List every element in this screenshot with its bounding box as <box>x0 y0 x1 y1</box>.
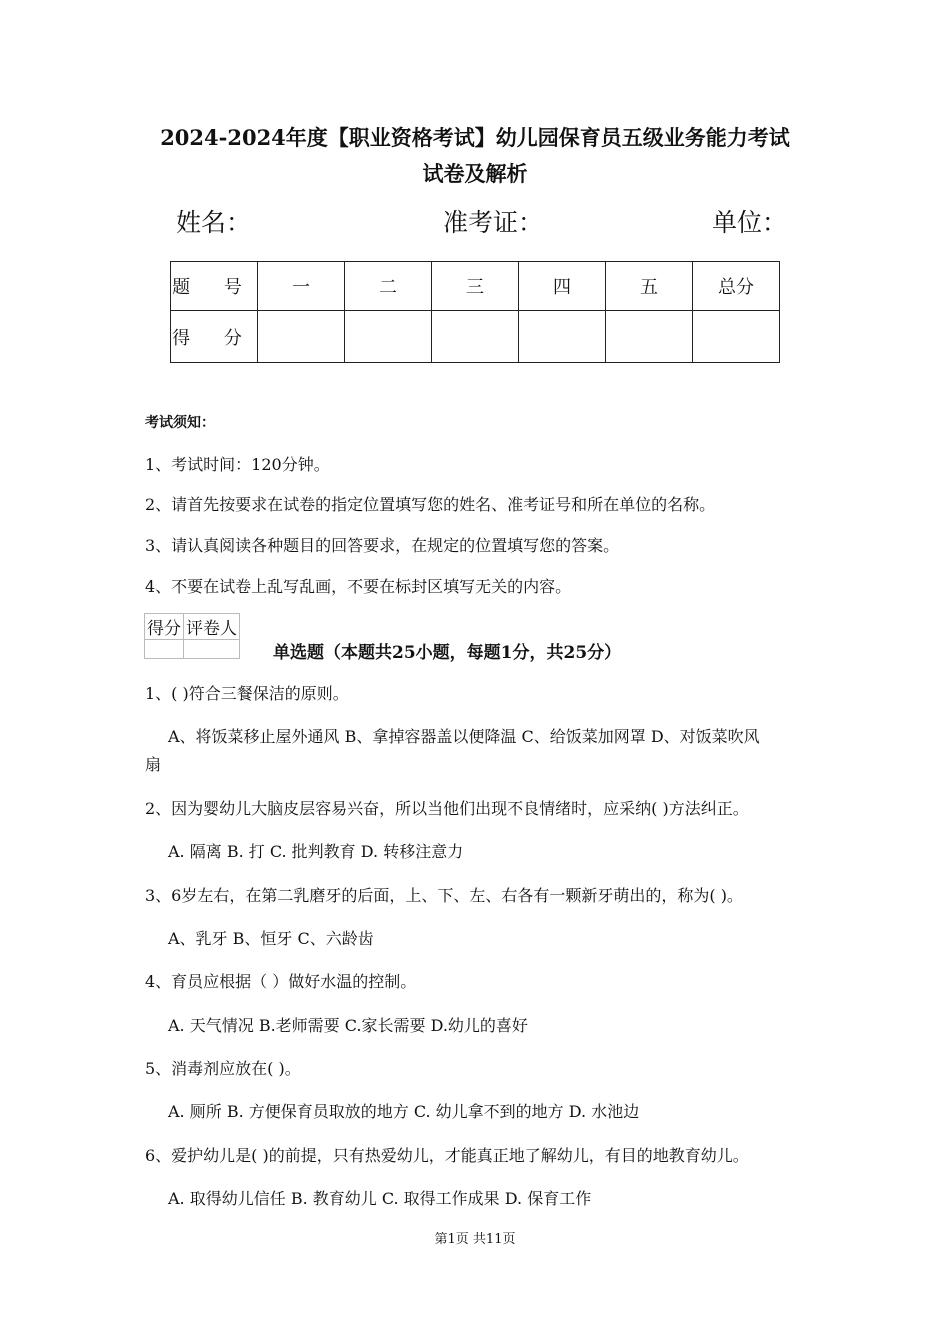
ticket-label: 准考证： <box>443 208 544 237</box>
question-options: A. 隔离 B. 打 C. 批判教育 D. 转移注意力 <box>168 842 464 861</box>
notice-item: 3、请认真阅读各种题目的回答要求，在规定的位置填写您的答案。 <box>145 536 620 555</box>
notice-item: 4、不要在试卷上乱写乱画，不要在标封区填写无关的内容。 <box>145 577 572 596</box>
notice-item: 2、请首先按要求在试卷的指定位置填写您的姓名、准考证号和所在单位的名称。 <box>145 495 716 514</box>
grader-box <box>144 613 240 659</box>
score-header-cell: 二 <box>345 262 432 311</box>
notice-title: 考试须知： <box>145 415 215 431</box>
question-options: A. 厕所 B. 方便保育员取放的地方 C. 幼儿拿不到的地方 D. 水池边 <box>168 1102 640 1121</box>
score-table-score-row <box>171 311 780 363</box>
score-header-cell: 五 <box>606 262 693 311</box>
grader-score-label: 得分 <box>145 614 184 640</box>
question-stem: 6、爱护幼儿是( )的前提，只有热爱幼儿，才能真正地了解幼儿，有目的地教育幼儿。 <box>145 1146 749 1165</box>
score-input-cell[interactable] <box>606 311 693 363</box>
score-header-cell: 题 号 <box>171 262 258 311</box>
question-options-wrap: 扇 <box>145 755 162 774</box>
score-row-label: 得 分 <box>171 311 258 363</box>
score-header-cell: 一 <box>258 262 345 311</box>
notice-item: 1、考试时间：120分钟。 <box>145 455 330 474</box>
score-input-cell[interactable] <box>693 311 780 363</box>
question-options: A、乳牙 B、恒牙 C、六龄齿 <box>168 929 374 948</box>
question-options: A. 天气情况 B.老师需要 C.家长需要 D.幼儿的喜好 <box>168 1016 528 1035</box>
score-header-cell: 三 <box>432 262 519 311</box>
grader-reviewer-cell[interactable] <box>184 640 240 659</box>
grader-reviewer-label: 评卷人 <box>184 614 240 640</box>
question-stem: 2、因为婴幼儿大脑皮层容易兴奋，所以当他们出现不良情绪时，应采纳( )方法纠正。 <box>145 799 749 818</box>
score-input-cell[interactable] <box>345 311 432 363</box>
question-stem: 4、育员应根据（ ）做好水温的控制。 <box>145 972 417 991</box>
score-table-header-row <box>171 262 780 311</box>
score-input-cell[interactable] <box>432 311 519 363</box>
unit-label: 单位： <box>712 208 788 237</box>
section-heading: 单选题（本题共25小题，每题1分，共25分） <box>273 643 622 663</box>
exam-title: 2024-2024年度【职业资格考试】幼儿园保育员五级业务能力考试 <box>160 125 790 150</box>
question-stem: 1、( )符合三餐保洁的原则。 <box>145 684 349 703</box>
name-label: 姓名： <box>176 208 252 237</box>
score-header-cell: 总分 <box>693 262 780 311</box>
score-table <box>170 261 780 363</box>
question-options: A、将饭菜移止屋外通风 B、拿掉容器盖以便降温 C、给饭菜加网罩 D、对饭菜吹风 <box>168 727 760 746</box>
score-input-cell[interactable] <box>258 311 345 363</box>
question-options: A. 取得幼儿信任 B. 教育幼儿 C. 取得工作成果 D. 保育工作 <box>168 1189 592 1208</box>
page-footer: 第1页 共11页 <box>434 1232 516 1247</box>
question-stem: 5、消毒剂应放在( )。 <box>145 1059 301 1078</box>
score-input-cell[interactable] <box>519 311 606 363</box>
exam-subtitle: 试卷及解析 <box>422 161 528 186</box>
question-stem: 3、6岁左右，在第二乳磨牙的后面，上、下、左、右各有一颗新牙萌出的，称为( )。 <box>145 886 743 905</box>
score-header-cell: 四 <box>519 262 606 311</box>
grader-score-cell[interactable] <box>145 640 184 659</box>
